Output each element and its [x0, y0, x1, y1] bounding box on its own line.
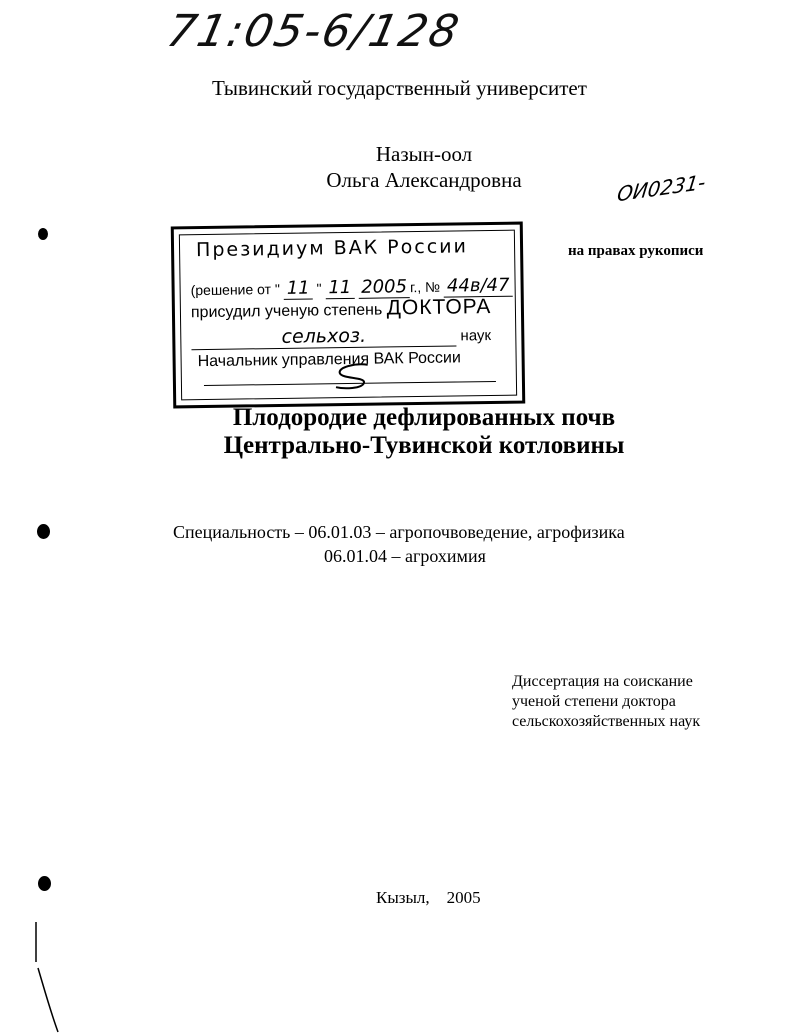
- margin-scan-line: [28, 918, 68, 1034]
- university-name: Тывинский государственный университет: [212, 76, 587, 100]
- stamp-decision-year-suffix: г., №: [409, 278, 441, 296]
- stamp-awarded-prefix: присудил ученую степень: [190, 301, 383, 322]
- author-surname: Назын-оол: [375, 142, 473, 166]
- handwritten-archive-code: 71:05-6/128: [162, 6, 465, 57]
- stamp-sciences-line: [191, 323, 491, 350]
- specialty-line2: 06.01.04 – агрохимия: [324, 546, 486, 566]
- dissertation-note-line2: ученой степени доктора: [512, 693, 676, 710]
- binding-hole-mark: [38, 228, 48, 240]
- manuscript-rights-label: на правах рукописи: [568, 243, 704, 259]
- stamp-decision-month: 11: [325, 277, 354, 299]
- stamp-title: Президиум ВАК России: [195, 235, 469, 262]
- specialty-line1: Специальность – 06.01.03 – агропочвоведение, агрофизика: [173, 522, 625, 542]
- dissertation-note-line1: Диссертация на соискание: [512, 673, 693, 690]
- stamp-signature-icon: [326, 360, 386, 391]
- dissertation-title-line1: Плодородие дефлированных почв: [232, 404, 616, 431]
- stamp-decision-number: 44в/47: [444, 275, 513, 298]
- dissertation-note-line3: сельскохозяйственных наук: [512, 713, 701, 730]
- author-given-names: Ольга Александровна: [326, 168, 522, 192]
- dissertation-title-line2: Центрально-Тувинской котловины: [223, 432, 625, 459]
- stamp-chief-label: Начальник управления ВАК России: [197, 349, 461, 371]
- stamp-field-handwritten: сельхоз.: [191, 323, 456, 350]
- vak-stamp: [171, 222, 526, 409]
- stamp-sciences-label: наук: [460, 327, 492, 345]
- binding-hole-mark: [37, 524, 50, 539]
- stamp-decision-prefix: (решение от: [190, 281, 272, 299]
- binding-hole-mark: [38, 876, 51, 891]
- stamp-decision-line: (решение от " 11 " 11 2005 г., № 44в/47: [190, 275, 512, 300]
- stamp-decision-year: 2005: [358, 276, 410, 299]
- place-and-year: Кызыл, 2005: [376, 888, 481, 907]
- stamp-decision-day: 11: [284, 277, 313, 299]
- stamp-degree-line: [191, 295, 492, 323]
- handwritten-note: ОИ0231-: [615, 169, 707, 207]
- stamp-awarded-degree: ДОКТОРА: [386, 294, 492, 320]
